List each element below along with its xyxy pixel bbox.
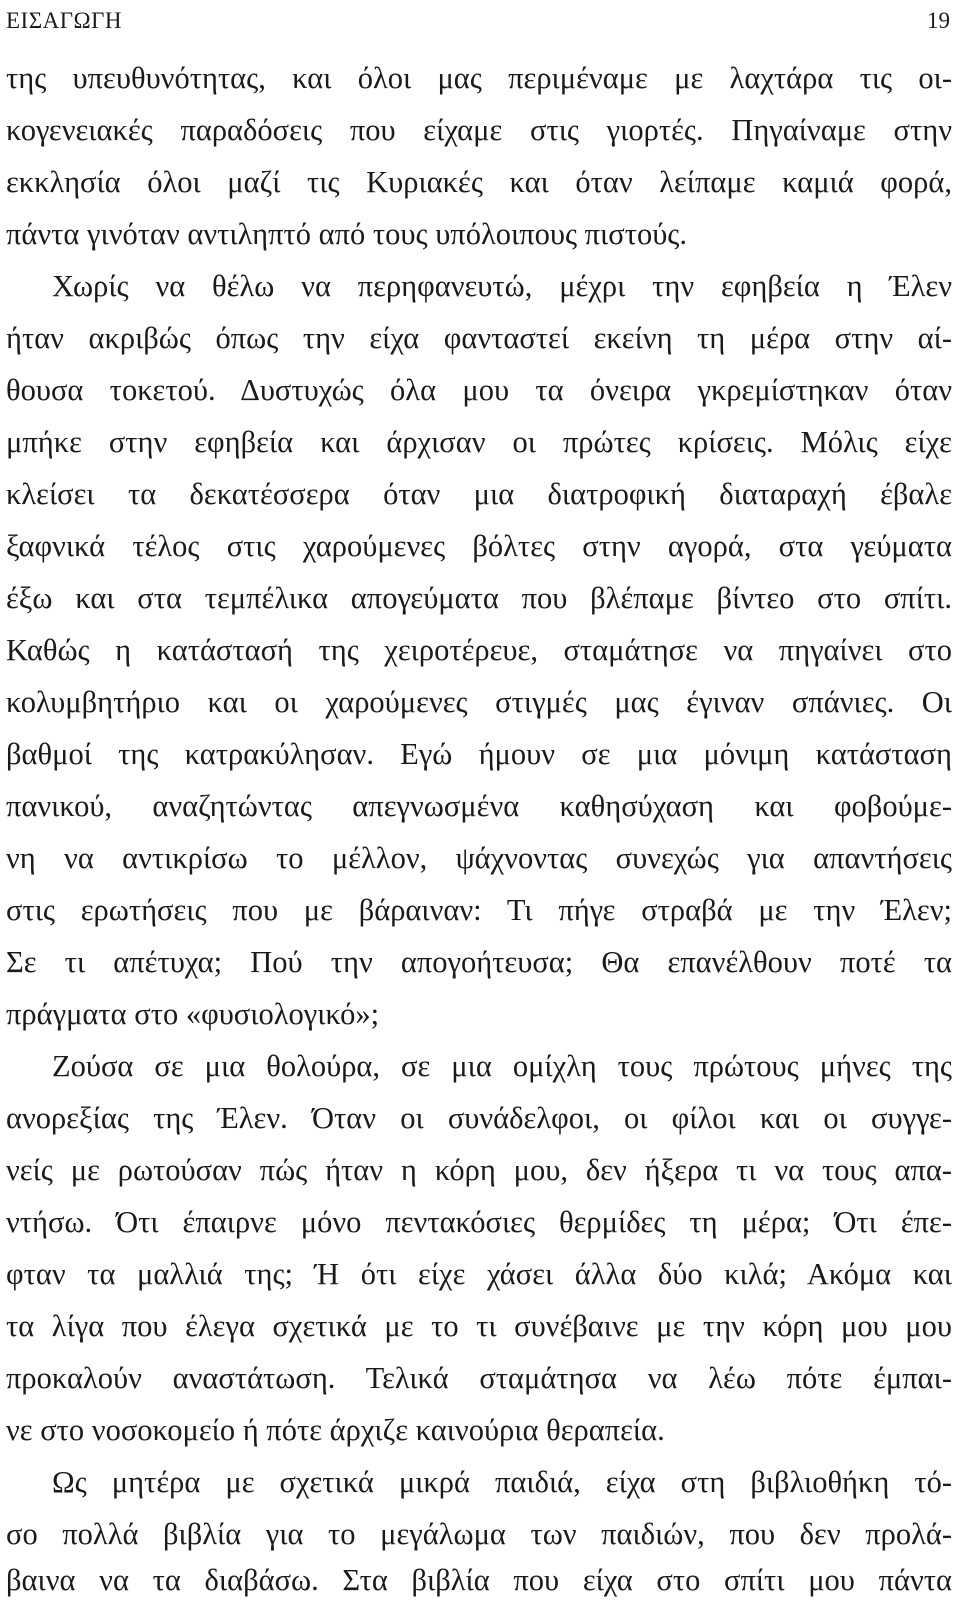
text-line: ντήσω. Ότι έπαιρνε μόνο πεντακόσιες θερμίδες τη μέρα; Ότι έπε- [6, 1205, 952, 1239]
text-line: Καθώς η κατάστασή της χειροτέρευε, σταμάτησε να πηγαίνει στο [6, 633, 952, 667]
text-line: εκκλησία όλοι μαζί τις Κυριακές και όταν λείπαμε καμιά φορά, [6, 165, 952, 199]
text-line: πάντα γινόταν αντιληπτό από τους υπόλοιπους πιστούς. [6, 217, 688, 251]
text-line: πράγματα στο «φυσιολογικό»; [6, 997, 380, 1031]
running-head [6, 4, 950, 38]
text-line: ήταν ακριβώς όπως την είχα φανταστεί εκείνη τη μέρα στην αί- [6, 321, 952, 355]
text-line: τα λίγα που έλεγα σχετικά με το τι συνέβαινε με την κόρη μου μου [6, 1309, 952, 1343]
text-line: μπήκε στην εφηβεία και άρχισαν οι πρώτες κρίσεις. Μόλις είχε [6, 425, 952, 459]
text-line: κολυμβητήριο και οι χαρούμενες στιγμές μας έγιναν σπάνιες. Οι [6, 685, 952, 719]
text-line: Χωρίς να θέλω να περηφανευτώ, μέχρι την εφηβεία η Έλεν [52, 269, 952, 303]
text-line: ανορεξίας της Έλεν. Όταν οι συνάδελφοι, οι φίλοι και οι συγγε- [6, 1101, 952, 1135]
page-number: 19 [927, 8, 950, 33]
text-line: ξαφνικά τέλος στις χαρούμενες βόλτες στην αγορά, στα γεύματα [6, 529, 952, 563]
text-line: προκαλούν αναστάτωση. Τελικά σταμάτησα να λέω πότε έμπαι- [6, 1361, 952, 1395]
text-line: Ζούσα σε μια θολούρα, σε μια ομίχλη τους πρώτους μήνες της [52, 1049, 952, 1083]
text-line: στις ερωτήσεις που με βάραιναν: Τι πήγε στραβά με την Έλεν; [6, 893, 952, 927]
text-line: έξω και στα τεμπέλικα απογεύματα που βλέπαμε βίντεο στο σπίτι. [6, 581, 952, 615]
text-line: νε στο νοσοκομείο ή πότε άρχιζε καινούρια θεραπεία. [6, 1413, 665, 1447]
text-line: θουσα τοκετού. Δυστυχώς όλα μου τα όνειρα γκρεμίστηκαν όταν [6, 373, 952, 407]
text-line: της υπευθυνότητας, και όλοι μας περιμέναμε με λαχτάρα τις οι- [6, 61, 952, 95]
chapter-title: ΕΙΣΑΓΩΓΗ [6, 8, 123, 33]
text-line: Σε τι απέτυχα; Πού την απογοήτευσα; Θα επανέλθουν ποτέ τα [6, 945, 952, 979]
text-line: νείς με ρωτούσαν πώς ήταν η κόρη μου, δεν ήξερα τι να τους απα- [6, 1153, 952, 1187]
text-line: βαινα να τα διαβάσω. Στα βιβλία που είχα στο σπίτι μου πάντα [6, 1563, 952, 1597]
text-line: κλείσει τα δεκατέσσερα όταν μια διατροφική διαταραχή έβαλε [6, 477, 952, 511]
text-line: πανικού, αναζητώντας απεγνωσμένα καθησύχαση και φοβούμε- [6, 789, 952, 823]
text-line: φταν τα μαλλιά της; Ή ότι είχε χάσει άλλα δύο κιλά; Ακόμα και [6, 1257, 952, 1291]
text-line: σο πολλά βιβλία για το μεγάλωμα των παιδιών, που δεν προλά- [6, 1517, 952, 1551]
text-line: νη να αντικρίσω το μέλλον, ψάχνοντας συνεχώς για απαντήσεις [6, 841, 952, 875]
text-line: βαθμοί της κατρακύλησαν. Εγώ ήμουν σε μια μόνιμη κατάσταση [6, 737, 952, 771]
text-line: κογενειακές παραδόσεις που είχαμε στις γιορτές. Πηγαίναμε στην [6, 113, 952, 147]
text-line: Ως μητέρα με σχετικά μικρά παιδιά, είχα στη βιβλιοθήκη τό- [52, 1465, 952, 1499]
